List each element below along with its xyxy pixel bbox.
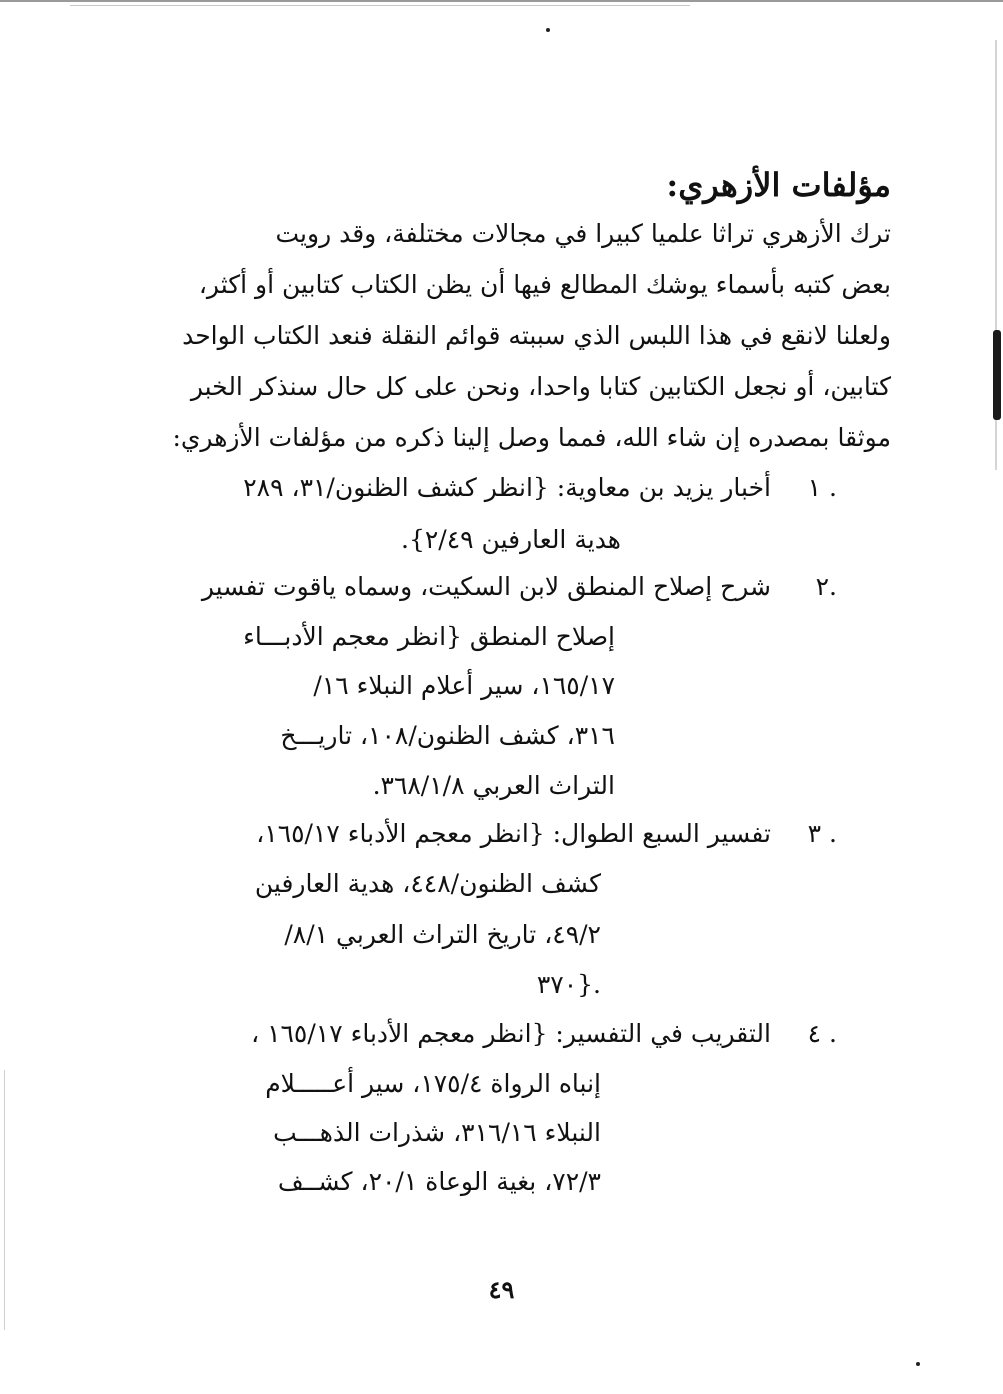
page-number: ٤٩ (488, 1275, 515, 1304)
intro-line: كتابين، أو نجعل الكتابين كتابا واحدا، ونحن على كل حال سنذكر الخبر (190, 372, 891, 401)
item-number: ٤ . (807, 1019, 837, 1048)
item-line: ١٦٥/١٧، سير أعلام النبلاء ١٦/ (313, 671, 615, 700)
intro-line: بعض كتبه بأسماء يوشك المطالع فيها أن يظن الكتاب كتابين أو أكثر، (198, 270, 891, 299)
item-number: ٣ . (807, 819, 837, 848)
item-line: التقريب في التفسير: {انظر معجم الأدباء ١٦٥/١٧ ، (251, 1019, 771, 1048)
section-heading: مؤلفات الأزهري: (666, 166, 891, 204)
item-line: إنباه الرواة ١٧٥/٤، سير أعـــــلام (265, 1069, 601, 1098)
scan-binding-mark (993, 330, 1001, 420)
item-number: ٢. (815, 572, 837, 601)
intro-line: ولعلنا لانقع في هذا اللبس الذي سببته قوائم النقلة فنعد الكتاب الواحد (182, 321, 891, 350)
item-line: أخبار يزيد بن معاوية: {انظر كشف الظنون/٣١، ٢٨٩ (243, 473, 771, 502)
item-line: ٣٧٠}. (536, 970, 601, 999)
item-line: هدية العارفين ٢/٤٩}. (401, 525, 621, 554)
item-line: كشف الظنون/٤٤٨، هدية العارفين (254, 869, 601, 898)
item-line: النبلاء ٣١٦/١٦، شذرات الذهـــب (273, 1118, 601, 1147)
item-line: التراث العربي ٣٦٨/١/٨. (372, 771, 615, 800)
item-line: ٣١٦، كشف الظنون/١٠٨، تاريـــخ (280, 721, 615, 750)
item-line: تفسير السبع الطوال: {انظر معجم الأدباء ١٦٥/١٧، (256, 819, 771, 848)
intro-line: موثقا بمصدره إن شاء الله، فمما وصل إلينا ذكره من مؤلفات الأزهري: (172, 423, 891, 452)
item-line: ٧٢/٣، بغية الوعاة ٢٠/١، كشــف (277, 1167, 601, 1196)
item-line: شرح إصلاح المنطق لابن السكيت، وسماه ياقوت تفسير (201, 572, 771, 601)
scan-speck (546, 28, 550, 32)
item-line: ٤٩/٢، تاريخ التراث العربي ٨/١/ (284, 920, 601, 949)
item-line: إصلاح المنطق {انظر معجم الأدبـــاء (243, 622, 615, 651)
scan-top-line (70, 5, 690, 6)
scan-top-edge (0, 0, 1003, 2)
item-number: ١ . (807, 473, 837, 502)
scan-speck (916, 1362, 920, 1366)
intro-line: ترك الأزهري تراثا علميا كبيرا في مجالات مختلفة، وقد رويت (275, 219, 891, 248)
